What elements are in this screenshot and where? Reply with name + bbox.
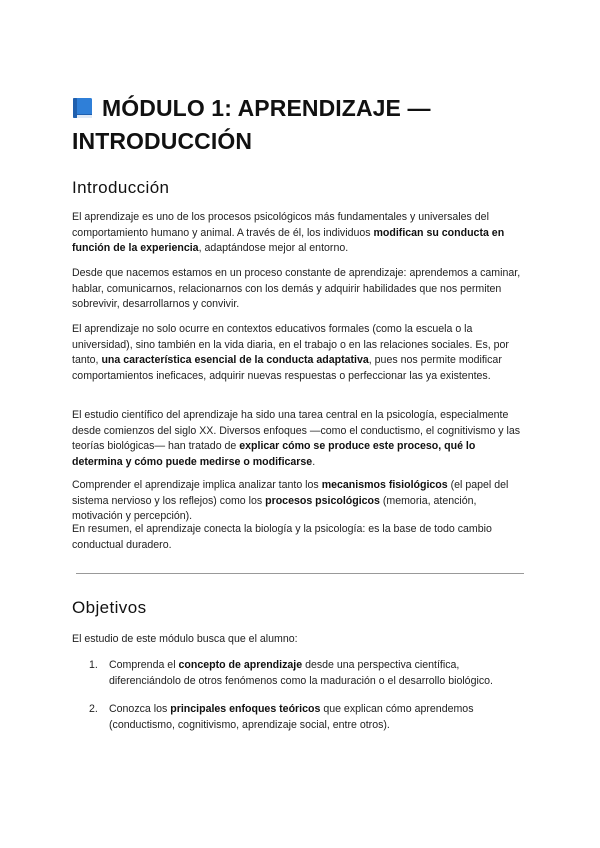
intro-p3-bold: una característica esencial de la conducta adaptativa (101, 354, 369, 366)
list-item-2-c: que explican cómo aprendemos (conductismo, cognitivismo, aprendizaje social, entre otros). (109, 703, 474, 731)
list-item (89, 658, 509, 689)
list-item-number: 1. (89, 659, 98, 671)
intro-paragraph-6: En resumen, el aprendizaje conecta la biología y la psicología: es la base de todo cambio conductual duradero. (72, 523, 492, 551)
module-title-text: MÓDULO 1: APRENDIZAJE — INTRODUCCIÓN (72, 95, 431, 154)
intro-paragraph-1 (72, 210, 528, 257)
list-item-number: 2. (89, 703, 98, 715)
list-item-text (89, 702, 509, 733)
intro-p4-a: El estudio científico del aprendizaje ha sido una tarea central en la psicología, especialmente desde comienzos del siglo XX. Diversos enfoques —como el conductismo, el cognitivismo y las teorías biológicas— han tratado de (72, 409, 521, 452)
list-item-text (89, 658, 509, 689)
intro-p4-c: . (312, 455, 316, 468)
intro-paragraph-3 (72, 322, 528, 384)
list-item-1-c: desde una perspectiva científica, diferenciándolo de otros fenómenos como la maduración o el desarrollo biológico. (109, 659, 493, 687)
list-item-1-a: Comprenda el (109, 659, 179, 671)
blue-book-icon (72, 97, 93, 119)
list-item-2-bold: principales enfoques teóricos (170, 703, 321, 715)
objectives-lead: El estudio de este módulo busca que el alumno: (72, 633, 298, 645)
intro-paragraph-5 (72, 478, 528, 525)
intro-p1-bold: modifican su conducta en función de la experiencia (72, 226, 505, 254)
intro-p1-a: El aprendizaje es uno de los procesos psicológicos más fundamentales y universales del comportamiento humano y animal. A través de él, los individuos (72, 211, 489, 239)
intro-p5-a: Comprender el aprendizaje implica analizar tanto los (72, 479, 322, 491)
intro-p5-c: (el papel del sistema nervioso y los reflejos) como los (72, 479, 509, 507)
module-title (72, 92, 512, 158)
intro-p3-c: , pues nos permite modificar comportamientos ineficaces, adquirir nuevas respuestas o perfeccionar las ya existentes. (72, 354, 502, 382)
intro-p3-a: El aprendizaje no solo ocurre en contextos educativos formales (como la escuela o la universidad), sino también en la vida diaria, en el trabajo o en las relaciones sociales. Es, por tanto, (72, 323, 509, 366)
intro-p5-bold-2: procesos psicológicos (265, 494, 380, 507)
section-divider (76, 573, 524, 574)
list-item-2-a: Conozca los (109, 703, 171, 715)
intro-p5-bold-1: mecanismos fisiológicos (321, 479, 448, 491)
intro-paragraph-2: Desde que nacemos estamos en un proceso constante de aprendizaje: aprendemos a caminar, hablar, comunicarnos, relacionarnos con los demás y adquirir habilidades que nos permiten sobrevivir, desarrollarnos y convivir. (72, 267, 521, 310)
objectives-heading: Objetivos (72, 598, 147, 617)
list-item (89, 702, 509, 733)
intro-p5-e: (memoria, atención, motivación y percepción). (72, 494, 477, 522)
intro-heading: Introducción (72, 178, 170, 197)
list-item-1-bold: concepto de aprendizaje (178, 659, 303, 671)
intro-p1-c: , adaptándose mejor al entorno. (198, 242, 349, 254)
intro-paragraph-4 (72, 408, 528, 470)
intro-p4-bold: explicar cómo se produce este proceso, qué lo determina y cómo puede medirse o modificarse (72, 440, 476, 468)
